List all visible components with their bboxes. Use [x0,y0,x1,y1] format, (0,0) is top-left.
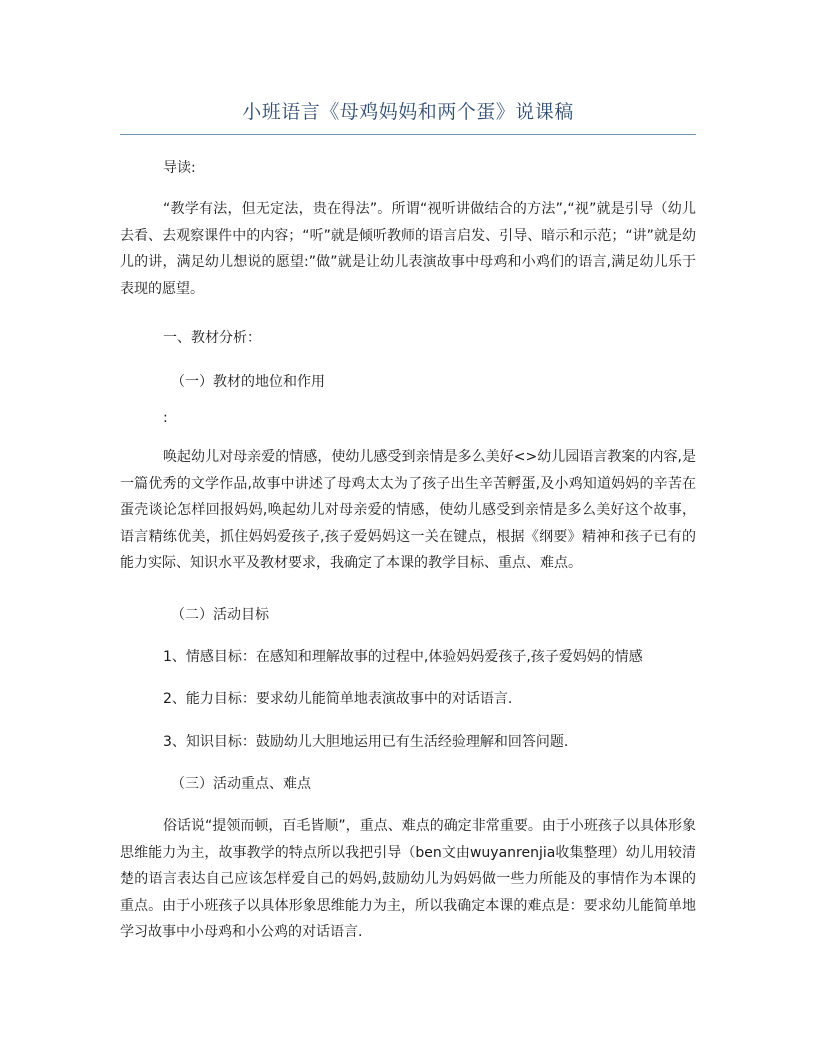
goal-item-3: 3、知识目标：鼓励幼儿大胆地运用已有生活经验理解和回答问题. [163,734,569,750]
intro-paragraph: “教学有法，但无定法，贵在得法”。所谓“视听讲做结合的方法”,“视”就是引导（幼儿去看、去观察课件中的内容；“听”就是倾听教师的语言启发、引导、暗示和示范；“讲”就是幼儿的讲，满足幼儿想说的愿望:”做”就是让幼儿表演故事中母鸡和小鸡们的语言,满足幼儿乐于表现的愿望。 [120,201,696,297]
material-analysis-paragraph: 唤起幼儿对母亲爱的情感，使幼儿感受到亲情是多么美好<>幼儿园语言教案的内容,是一篇优秀的文学作品,故事中讲述了母鸡太太为了孩子出生辛苦孵蛋,及小鸡知道妈妈的辛苦在蛋壳谈论怎样回报妈妈,唤起幼儿对母亲爱的情感，使幼儿感受到亲情是多么美好这个故事，语言精练优美，抓住妈妈爱孩子,孩子爱妈妈这一关在键点，根据《纲要》精神和孩子已有的能力实际、知识水平及教材要求，我确定了本课的教学目标、重点、难点。 [120,449,696,571]
key-points-paragraph: 俗话说“提领而顿，百毛皆顺”，重点、难点的确定非常重要。由于小班孩子以具体形象思维能力为主，故事教学的特点所以我把引导（ben文由wuyanrenjia收集整理）幼儿用较清楚的语言表达自己应该怎样爱自己的妈妈,鼓励幼儿为妈妈做一些力所能及的事情作为本课的重点。由于小班孩子以具体形象思维能力为主，所以我确定本课的难点是：要求幼儿能简单地学习故事中小母鸡和小公鸡的对话语言. [120,818,696,940]
intro-label: 导读: [163,160,196,176]
colon-line: : [163,410,168,426]
document-title: 小班语言《母鸡妈妈和两个蛋》说课稿 [242,101,574,123]
goal-item-1: 1、情感目标：在感知和理解故事的过程中,体验妈妈爱孩子,孩子爱妈妈的情感 [163,649,643,665]
subsection-heading-3: （三）活动重点、难点 [171,776,311,792]
goal-item-2: 2、能力目标：要求幼儿能简单地表演故事中的对话语言. [163,691,513,707]
subsection-heading-2: （二）活动目标 [171,607,269,623]
title-divider [120,134,696,135]
subsection-heading-1: （一）教材的地位和作用 [171,374,325,390]
section-heading-1: 一、教材分析： [163,330,261,346]
